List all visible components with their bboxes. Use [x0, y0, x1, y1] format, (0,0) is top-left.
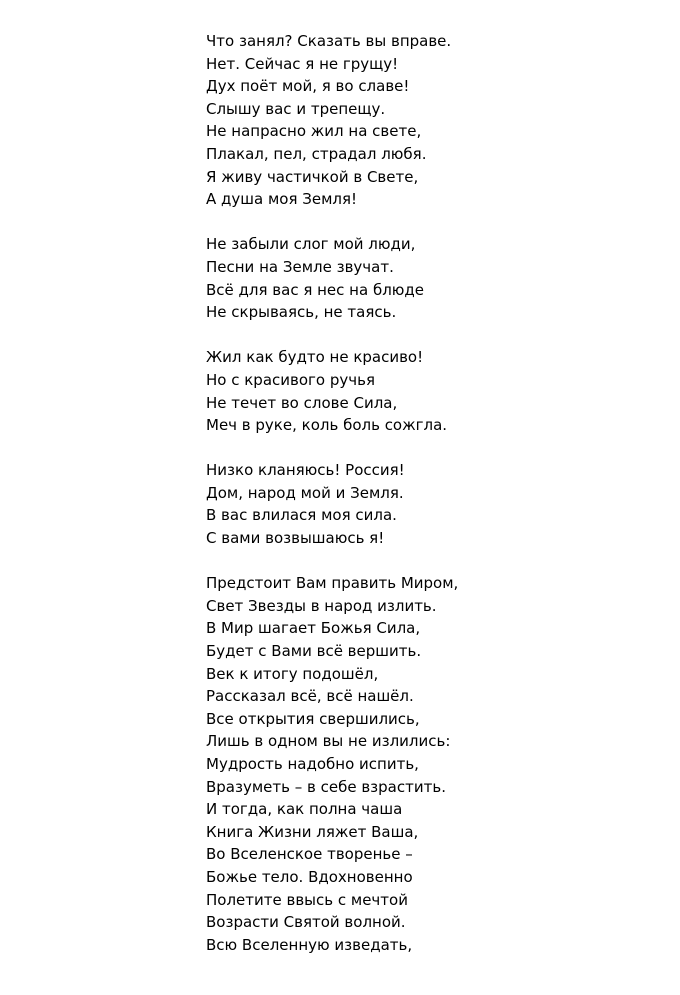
- poem-line: Не скрываясь, не таясь.: [206, 303, 397, 322]
- poem-line: Жил как будто не красиво!: [206, 348, 424, 367]
- poem-line: Всё для вас я нес на блюде: [206, 280, 425, 299]
- poem-line: Меч в руке, коль боль сожгла.: [206, 416, 448, 435]
- poem-line: В Мир шагает Божья Сила,: [206, 619, 421, 638]
- poem-line: Во Вселенское творенье –: [206, 845, 413, 864]
- poem-line: Дом, народ мой и Земля.: [206, 483, 404, 502]
- poem-line: Низко кланяюсь! Россия!: [206, 461, 405, 480]
- poem-line: Полетите ввысь с мечтой: [206, 890, 408, 909]
- poem-text: [206, 30, 646, 979]
- poem-line: Лишь в одном вы не излились:: [206, 732, 451, 751]
- poem-line: Дух поёт мой, я во славе!: [206, 77, 410, 96]
- poem-line: Не забыли слог мой люди,: [206, 235, 416, 254]
- poem-line: Вразуметь – в себе взрастить.: [206, 777, 446, 796]
- poem-line: Слышу вас и трепещу.: [206, 99, 386, 118]
- stanza: [206, 572, 646, 956]
- poem-line: Не течет во слове Сила,: [206, 393, 398, 412]
- poem-line: Нет. Сейчас я не грущу!: [206, 54, 399, 73]
- poem-line: Век к итогу подошёл,: [206, 664, 379, 683]
- poem-line: Будет с Вами всё вершить.: [206, 642, 422, 661]
- poem-line: Не напрасно жил на свете,: [206, 122, 422, 141]
- poem-line: Всю Вселенную изведать,: [206, 935, 413, 954]
- poem-line: Плакал, пел, страдал любя.: [206, 144, 427, 163]
- poem-line: Рассказал всё, всё нашёл.: [206, 687, 414, 706]
- poem-line: Свет Звезды в народ излить.: [206, 596, 437, 615]
- poem-line: Я живу частичкой в Свете,: [206, 167, 419, 186]
- stanza: [206, 459, 646, 549]
- poem-line: Все открытия свершились,: [206, 709, 420, 728]
- stanza: [206, 30, 646, 211]
- poem-line: Песни на Земле звучат.: [206, 257, 394, 276]
- stanza: [206, 233, 646, 323]
- poem-line: Что занял? Сказать вы вправе.: [206, 32, 452, 50]
- poem-line: Божье тело. Вдохновенно: [206, 867, 413, 886]
- poem-line: Но с красивого ручья: [206, 370, 375, 389]
- poem-line: И тогда, как полна чаша: [206, 800, 403, 819]
- poem-line: Предстоит Вам править Миром,: [206, 574, 459, 593]
- poem-line: Возрасти Святой волной.: [206, 913, 406, 932]
- poem-line: В вас влилася моя сила.: [206, 506, 397, 525]
- poem-line: Книга Жизни ляжет Ваша,: [206, 822, 419, 841]
- poem-line: С вами возвышаюсь я!: [206, 529, 385, 548]
- poem-line: Мудрость надобно испить,: [206, 755, 419, 773]
- stanza: [206, 346, 646, 436]
- poem-line: А душа моя Земля!: [206, 190, 358, 209]
